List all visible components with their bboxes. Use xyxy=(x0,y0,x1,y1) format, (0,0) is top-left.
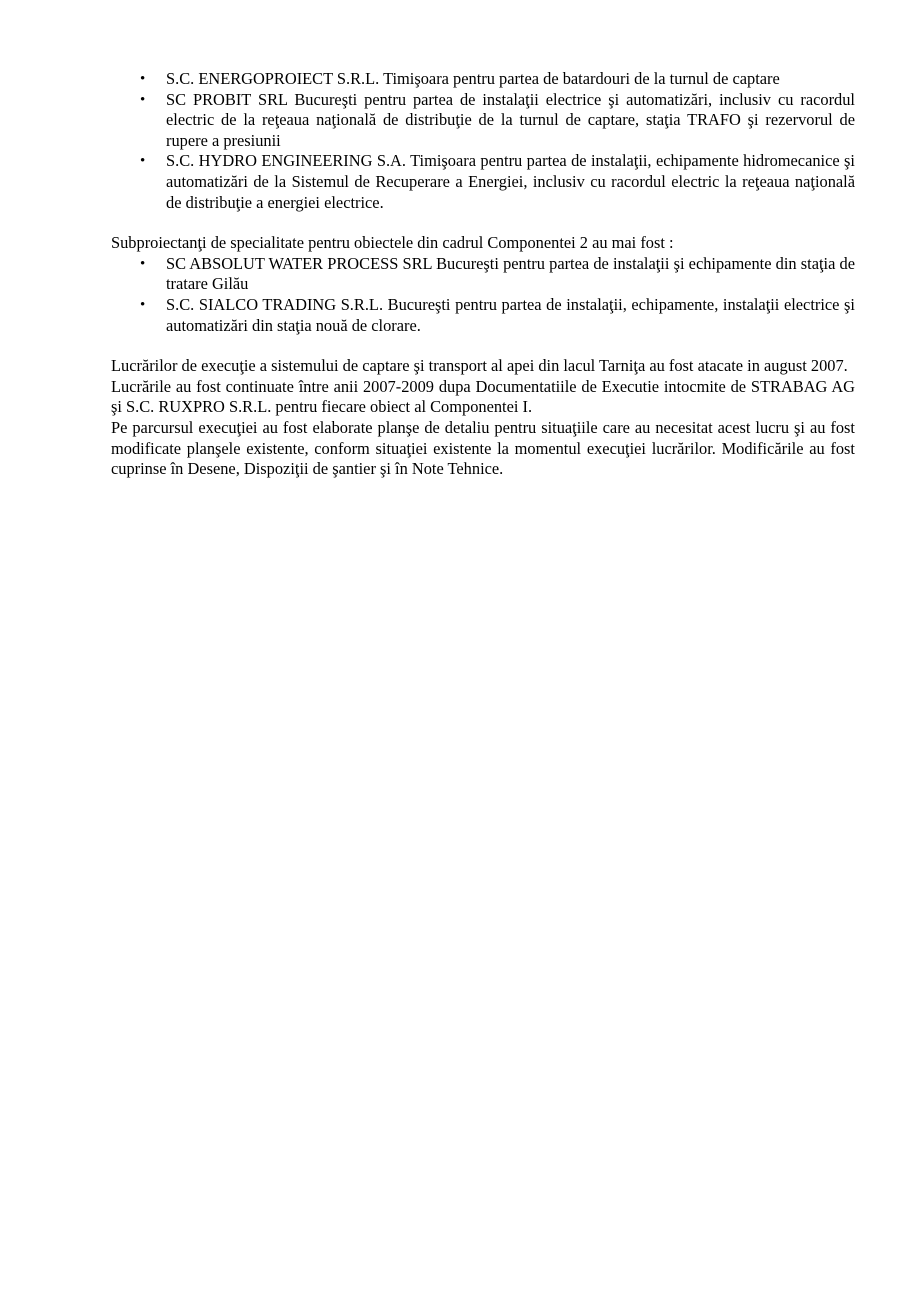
bullet-icon: • xyxy=(140,296,146,313)
bullet-icon: • xyxy=(140,255,146,272)
bullet-icon: • xyxy=(140,71,146,87)
bullet-icon: • xyxy=(140,91,146,108)
list-item-text: S.C. HYDRO ENGINEERING S.A. Timişoara pentru partea de instalaţii, echipamente hidromecanice şi automatizări de la Sistemul de Recuperare a Energiei, inclusiv cu racordul electric la reţeaua naţională de distribuţie a energiei electrice. xyxy=(166,151,855,212)
list-item-text: SC PROBIT SRL Bucureşti pentru partea de instalaţii electrice şi automatizări, inclusiv cu racordul electric de la reţeaua naţională de distribuţie de la turnul de captare, staţia TRAFO şi rezervorul de rupere a presiunii xyxy=(166,89,855,150)
execution-start-paragraph: Lucrărilor de execuţie a sistemului de captare şi transport al apei din lacul Tarniţa au fost atacate in august 2007. xyxy=(111,356,848,376)
list-item xyxy=(111,69,855,90)
list-item xyxy=(111,295,855,336)
document-page xyxy=(111,69,855,480)
list-item xyxy=(111,254,855,295)
list-item-text: SC ABSOLUT WATER PROCESS SRL Bucureşti pentru partea de instalaţii şi echipamente din staţia de tratare Gilău xyxy=(166,253,855,294)
component-2-intro: Subproiectanţi de specialitate pentru obiectele din cadrul Componentei 2 au mai fost : xyxy=(111,233,674,253)
list-item xyxy=(111,90,855,152)
list-item xyxy=(111,151,855,213)
execution-continuation-paragraph: Lucrările au fost continuate între anii 2007-2009 dupa Documentatiile de Executie intocmite de STRABAG AG şi S.C. RUXPRO S.R.L. pentru fiecare obiect al Componentei I. xyxy=(111,376,855,417)
detail-drawings-paragraph: Pe parcursul execuţiei au fost elaborate planşe de detaliu pentru situaţiile care au necesitat acest lucru şi au fost modificate planşele existente, conform situaţiei existente la momentul execuţiei lucrărilor. Modificările au fost cuprinse în Desene, Dispoziţii de şantier şi în Note Tehnice. xyxy=(111,417,855,479)
subcontractor-list-component-2 xyxy=(111,254,855,336)
bullet-icon: • xyxy=(140,153,146,170)
subcontractor-list-component-1 xyxy=(111,69,855,213)
list-item-text: S.C. SIALCO TRADING S.R.L. Bucureşti pentru partea de instalaţii, echipamente, instalaţii electrice şi automatizări din staţia nouă de clorare. xyxy=(166,294,855,335)
list-item-text: S.C. ENERGOPROIECT S.R.L. Timişoara pentru partea de batardouri de la turnul de captare xyxy=(166,69,780,88)
